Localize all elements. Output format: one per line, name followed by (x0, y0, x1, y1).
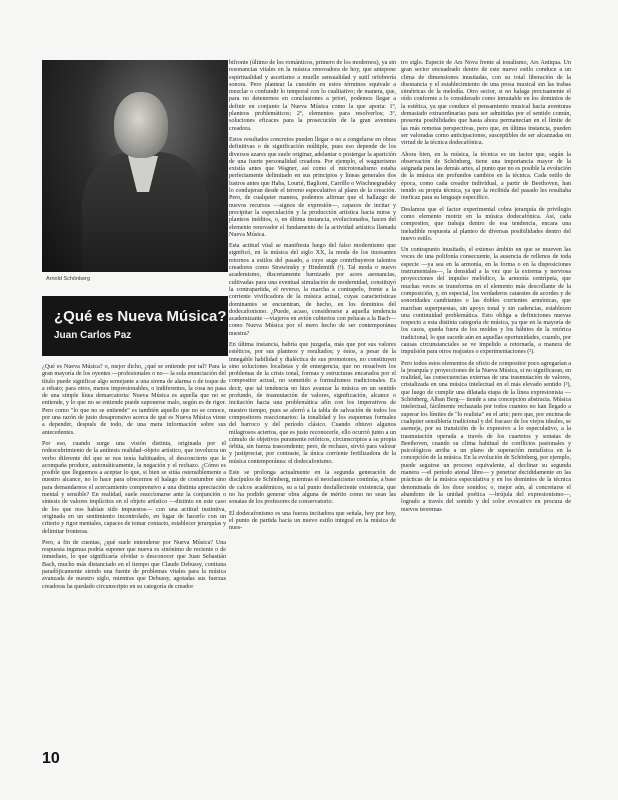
title-block (42, 296, 228, 356)
text-column-1 (42, 364, 226, 591)
paragraph: ¿Qué es Nueva Música? o, mejor dicho, ¿qué se entiende por tal? Para la gran mayoría de los oyentes —profesionales o no— la sola enunciación del título puede significar algo semejante a una sirena de alarma o de toque de a rebato; para otros, menos impresionables, o indiferentes, la cosa no pasa de una simple línea demarcatoria: Nueva Música es aquella que no se entiende, y lo que no se entiende puede suponerse malo, según es de rigor. Pero como "lo que no se entiende" es también aquello que no se conoce, por una razón de justo desaprensivo acerca de qué es Nueva Música viene a depender, después de todo, de una mera información sobre sus antecedentes. (42, 364, 226, 436)
portrait-face (114, 92, 168, 158)
paragraph: Pero, a fin de cuentas, ¿qué suele entenderse por Nueva Música? Una respuesta ingenua podría suponer que nueva es sinónimo de reciente o de inmediato, lo que significaría olvidar o desconocer que Juan Sebastián Bach, mucho más distanciado en el tiempo que Claude Debussy, contiuna paradójicamente siendo una fuente de problemas vitales para la música avanzada de nuestro siglo, mientras que Debussy, agotadas sus fuerzas creadoras ha quedado circunscripto en su categoría de creador (42, 539, 226, 590)
text-column-3 (401, 60, 571, 514)
paragraph: En última instancia, habría que juzgarla, más que por sus valores estéticos, por sus planteos y resultados; y éstos, a pesar de la innegable habilidad y dialéctica de sus promotores, no constituyen sino soluciones localistas y de emergencia, que no resuelven los problemas de la crisis tonal, formas y estructuras encarados por el compositor actual, no sometido a formulismos tradicionales. Es decir, que tal tendencia no hizo avanzar la música en un sentido profundo, de trasmutación de valores, significación, alcance o incitación hacia una problemática afín con los imperativos de nuestro tiempo, pues se aferró a la tabla de salvación de todos los compositores reaccionarios: la tonalidad y los esquemas formales del barroco y del período clásico. Cuando obtuvo algunos milagrosos aciertos, que es justo reconocerle, ello ocurrió junto a un cúmulo de objetivos puramente retóricos, circunscriptos a su propia órbita, sin fuerza trascendente; pero, de rechazo, sirvió para valorar y justipreciar, por contraste, la única corriente fertilizadora de la música contemporánea: el dodecafonismo. (229, 341, 396, 465)
portrait-photo (42, 60, 228, 272)
paragraph: Esta actitud vital se manifiesta luego del falso modernismo que significó, en la música del siglo XX, la moda de los incesantes retornos a estilos del pasado, a cuyo auge contribuyeron talentos creadores como Strawinsky y Hindemith (¹). Tal moda o nuevo academismo, discretamente barnizado por acres asonancias, cultivadas para una eventual simulación de modernidad, constituyó la contrapartida, el reverso, la marcha a contrapelo, frente a la corriente vivificadora de la música actual, cuyas características dominantes se encuentran, de hecho, en los dominios del dodecafonismo. ¿Puede, acaso, considerarse a aquella tendencia academizante —viajeros en avión cubiertos con pelucas a la Bach— como Nueva Música por el mero hecho de ser contemporánea nuestra? (229, 243, 396, 337)
paragraph: Estos resultados concretos pueden llegar o no a congelarse en obras definitivas o de significación múltiple, pues eso depende de los diversos azares que suele originar, adelantar o postergar la aparición de una fuerte personalidad creadora. Por ejemplo, el wagnerismo existía antes que Wagner, así como el microtonalismo estaba perfectamente delimitado en sus principios y líneas generales dos lustros antes que Haba, Lourié, Baglioni, Carrillo o Wischnegradsky lo condujeran desde el terreno especulativo al plano de la creación. Pero, de cualquier manera, podemos afirmar que el hallazgo de nuevos recursos —signos de expresión—, capaces de incitar y precipitar la especulación y la producción artística hacia miras y planteos inéditos, o, en última instancia, evolucionados, hacen del elemento renovador el fundamento de la actividad artística llamada Nueva Música. (229, 136, 396, 238)
paragraph: Por eso, cuando surge una visión distinta, originada por el redescubrimiento de la antítesis realidad–objeto artístico, que involucra un verbo diferente del que se nos tenía habituados, el desconcierto que le acompaña produce, automáticamente, la negación y el rechazo. ¿Cómo es posible que lleguemos a aceptar lo que, si bien se sitúa ostensiblemente a nuestro alcance, no lo hace para ofrecernos el halago de costumbre sino para demandarnos el acercamiento comprensivo a una distinta apreciación mental y sensible? En realidad, suele reaccionarse ante la conjunción o síntesis de valores implícitos en el objeto artístico —distinto en este caso de los que nos habían sido impuestos— con una actitud instintiva, originada en un sentimiento incontrolado, en lugar de hacerlo con un criterio y rigor mentales, capaces de tomar contacto, establecer jerarquías y delimitar fronteras. (42, 440, 226, 535)
text-column-2 (229, 60, 396, 532)
paragraph: El dodecafonismo es una fuerza incitadora que señala, hoy por hoy, el punto de partida hacia un nuevo estilo integral en la música de nues- (229, 510, 396, 532)
article-title: ¿Qué es Nueva Música? (54, 308, 227, 325)
paragraph: Este se prolonga actualmente en la segunda generación de discípulos de Schönberg, mientras el neoclasicismo continúa, a base de calcos académicos, su a tal punto desfalleciente existencia, que no ha podido generar obra alguna de mérito como no sean las sonatas de los profesores de conservatorio. (229, 470, 396, 506)
paragraph: Ahora bien, en la música, la técnica es un factor que, según la observación de Schönberg, tiene una importancia mayor de la asignada para las demás artes, al punto que no es posible la evolución de la música sin profundos cambios en la técnica. Cada estilo de época, como cada creador individual, a partir de Beethoven, han tenido su propia técnica, ya que la recibida del pasado les resultaba ineficaz para su lenguaje específico. (401, 151, 571, 202)
paragraph: Deslamos que el factor experimental cobra jerarquía de privilegio como elemento motriz en la música dodecafónica. Así, cada compositor, que trabaja dentro de esa tendencia, encara una ineludible respuesta al planteo de diversas posibilidades dentro del nuevo estilo. (401, 206, 571, 242)
paragraph: Un contrapunto inusitado, el extenso ámbito en que se mueven las voces de una polifonía consecuente, la ausencia de rellenos de toda especie —ya sea en la armonía, en la forma o en la disposiciones instrumentales—, la densidad a la vez que la extrema y nerviosa proyecciones del impulso melódico, la armonía centrípeta, que muchas veces se transforma en el elemento más descollante de la composición, y, en especial, los verdaderos catarates de acordes y de sonoridades cambiantes o las dobles corrientes armónicas, que marchan superpuestas, sin apoyo tonal y sin cadencias, establecen una continuidad problemática. Esto obliga a definiciones nuevas respecto a esta distinta categoría de música, ya que en la mayoría de los casos, queda fuera de los moldes y los hábitos de la retórica tradicional, lo que sucede aún en aquellas oportunidades, cuando, por causas circunstanciales se ve impelido a retornarla, a manera de impulsión para otros reajustes o experimentaciones (²). (401, 247, 571, 356)
paragraph: tro siglo. Especie de Ars Nova frente al tonalismo, Ars Antiqua. Un gran sector encuadrado dentro de este nuevo estilo conduce a un clima de dimensiones inusitadas, con su total liberación de la disonancia y el establecimiento de una prosa musical sin las trabas simétricas de la melodía. Otro sector, si no halaga precisamente el oído conforme a lo considerado como inmutable en los dominios de la estética, ya que conduce el pensamiento musical hacia aventuras demasiado extraordinarias para ser admitidas por el sentido común, presenta posibilidades que hasta ahora permanecían en el límite de las más remotas perspectivas, pero que, en última instancia, pueden ser valoradas como anticipaciones, susceptibles de ser alcanzadas en virtud de la técnica dodecafónica. (401, 60, 571, 147)
article-author: Juan Carlos Paz (54, 330, 132, 341)
paragraph: Pero todos estos elementos de oficio de compositor poco agregarían a la jerarquía y proyecciones de la Nueva Música, si no significaran, en realidad, las consecuencias externas de una trasmutación de valores, cristalizada en una música intelectual en el más elevado sentido (³), que luego de cumplir una dilatada etapa de la línea expresionista —Schönberg, Alban Berg— tiende a una concepción abstracta. Música intelectual, fácilmente rechazada por todos cuantos no han llegado a superar los límites de "lo realista" en el arte; pero que, por encima de cualquier sensiblería tradicional y del fracaso de los viejos ideales, se asemeja, por su transición de lo expresivo a lo especulativo, a la trasmutación operada a través de los cuartetos y sonatas de Beethoven, cuando su clima habitual de conflictos pasionales y psicológicos arriba a un plano de superación metafísica en la concepción de la música. En la evolución de Schönberg, por ejemplo, puede seguirse un proceso equivalente, al declinar su segunda manera —el período atonal libre— y penetrar decididamente en las prácticas de la música especulativa y en los dominios de la técnica denominada de los doce sonidos; o, mejor aún, al concretarse el abandono de la unidad poética —brújula del expresionismo—, logrado a través del sonido y del color evocativo en procura de nuevos teoremas (401, 360, 571, 513)
paragraph: bifronte (último de los románticos, primero de los modernos), ya sin resonancias vitales en la música renovadora de hoy, que antepone espiritualidad y ascetismo a muelle sensualidad y sutil orfebrería sonora. Pero plantear la cuestión en estos términos equivale a mezclar o confundir lo temporal con lo cualitativo; de manera, que, para no detenernos en conclusiones a priori, podemos llegar a definir en conjunto la Nueva Música como la que aporta: 1º, planteos problemáticos; 2º, elementos para resolverlos; 3º, soluciones eficaces para la prosecución de la gran aventura creadora. (229, 60, 396, 132)
page-number: 10 (42, 750, 60, 767)
photo-caption: Arnold Schönberg (46, 276, 91, 282)
